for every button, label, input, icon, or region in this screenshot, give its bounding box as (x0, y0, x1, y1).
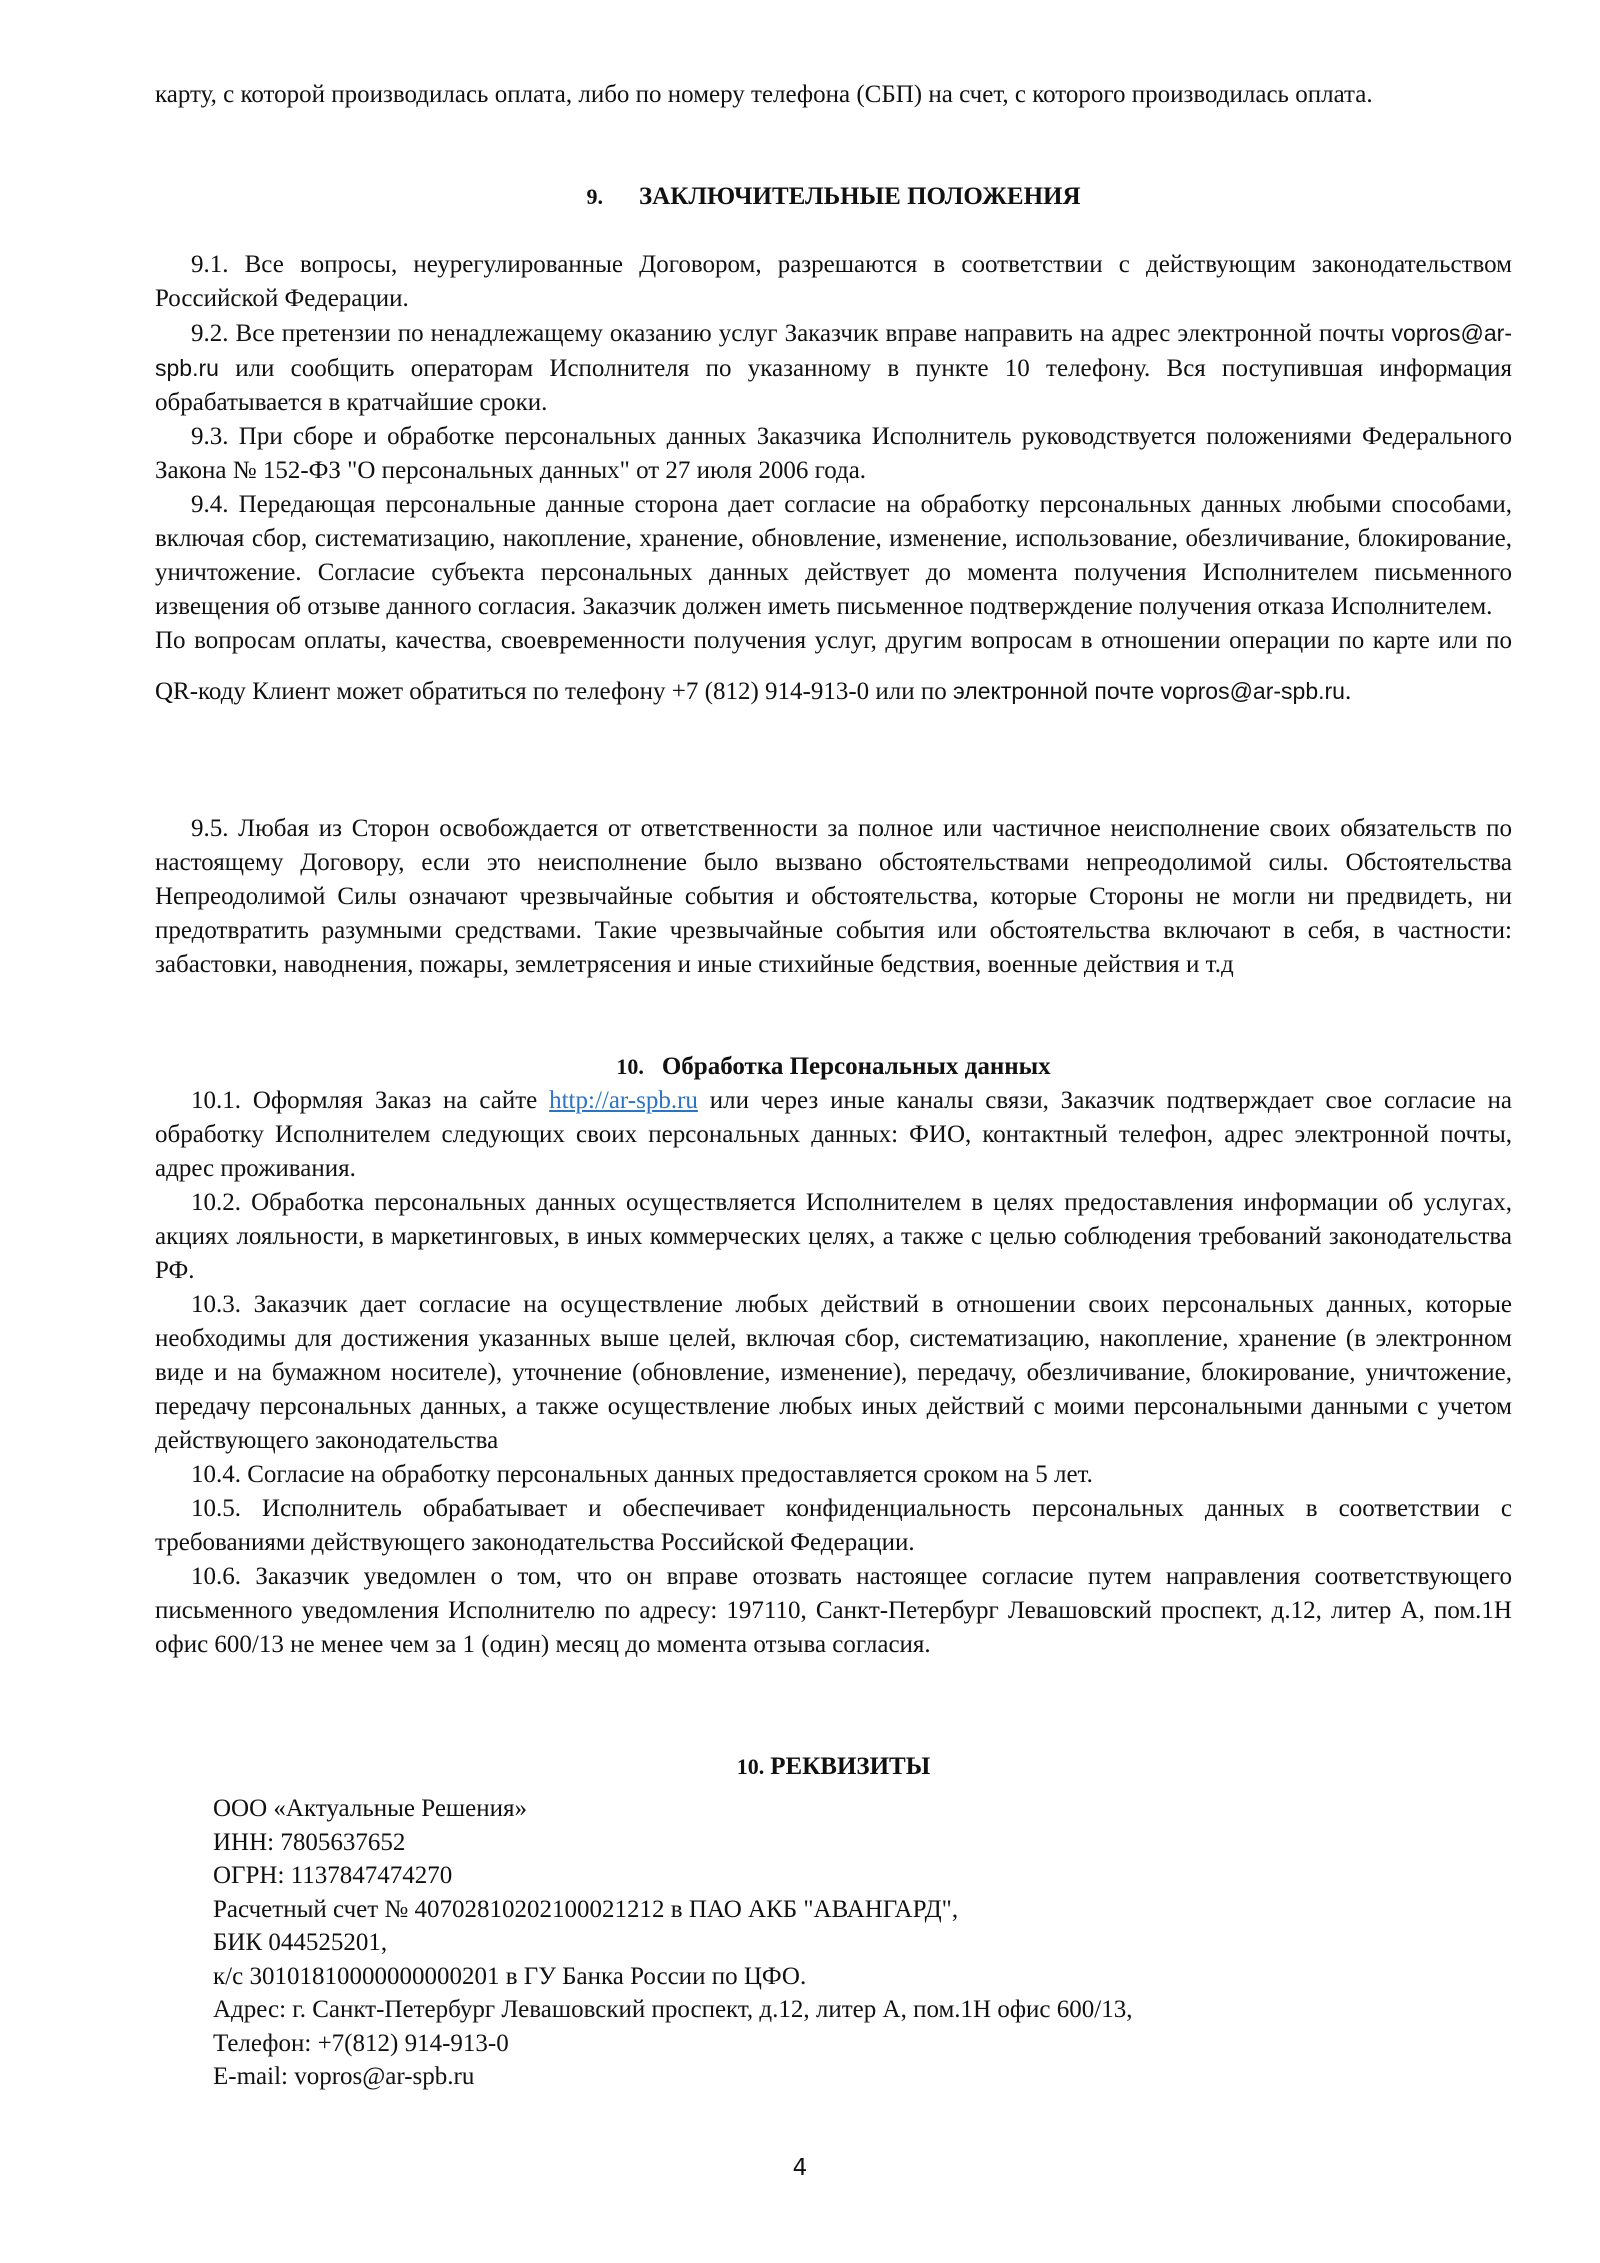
requisites-title: РЕКВИЗИТЫ (770, 1753, 931, 1780)
section-9-title: ЗАКЛЮЧИТЕЛЬНЫЕ ПОЛОЖЕНИЯ (638, 183, 1081, 210)
section-10-heading (155, 1050, 1512, 1084)
paragraph-10-3: 10.3. Заказчик дает согласие на осуществление любых действий в отношении своих персональных данных, которые необходимы для достижения указанных выше целей, включая сбор, систематизацию, накопление, хранение (в электронном виде и на бумажном носителе), уточнение (обновление, изменение), передачу, обезличивание, блокирование, уничтожение, передачу персональных данных, а также осуществление любых иных действий с моими персональными данными с учетом действующего законодательства (155, 1291, 1512, 1454)
paragraph-contact-text-a: По вопросам оплаты, качества, своевременности получения услуг, другим вопросам в отношении операции по карте или по QR-коду Клиент может обратиться по телефону +7 (812) 914-913-0 или по (155, 627, 1512, 705)
section-10-number: 10. (616, 1054, 644, 1079)
paragraph-10-1 (155, 1084, 1512, 1186)
site-link[interactable]: http://ar-spb.ru (549, 1087, 698, 1114)
section-9-body (155, 248, 1512, 717)
section-9-heading (155, 180, 1512, 214)
requisites-line: к/с 30101810000000000201 в ГУ Банка России по ЦФО. (213, 1962, 807, 1990)
requisites-line: ООО «Актуальные Решения» (213, 1795, 528, 1822)
requisites-line: ОГРН: 1137847474270 (213, 1862, 453, 1889)
requisites-list (213, 1792, 1453, 2094)
requisites-line: БИК 044525201, (213, 1929, 388, 1956)
section-9-number: 9. (586, 184, 603, 209)
paragraph-9-5: 9.5. Любая из Сторон освобождается от ответственности за полное или частичное неисполнение своих обязательств по настоящему Договору, если это неисполнение было вызвано обстоятельствами непреодолимой силы. Обстоятельства Непреодолимой Силы означают чрезвычайные события и обстоятельства, которые Стороны не могли ни предвидеть, ни предотвратить разумными средствами. Такие чрезвычайные события или обстоятельства включают в себя, в частности: забастовки, наводнения, пожары, землетрясения и иные стихийные бедствия, военные действия и т.д (155, 815, 1512, 978)
paragraph-9-2-text-b: или сообщить операторам Исполнителя по указанному в пункте 10 телефону. Вся поступившая информация обрабатывается в кратчайшие сроки. (155, 355, 1512, 416)
paragraph-10-1-text-b: или через иные каналы связи, Заказчик подтверждает свое согласие на обработку Исполнителем следующих своих персональных данных: ФИО, контактный телефон, адрес электронной почты, адрес проживания. (155, 1087, 1512, 1182)
section-10-title: Обработка Персональных данных (661, 1053, 1051, 1080)
paragraph-contact-email: электронной почте vopros@ar-spb.ru (953, 678, 1345, 704)
paragraph-9-3: 9.3. При сборе и обработке персональных данных Заказчика Исполнитель руководствуется положениями Федерального Закона № 152-ФЗ "О персональных данных" от 27 июля 2006 года. (155, 423, 1512, 484)
paragraph-10-6: 10.6. Заказчик уведомлен о том, что он вправе отозвать настоящее согласие путем направления соответствующего письменного уведомления Исполнителю по адресу: 197110, Санкт-Петербург Левашовский проспект, д.12, литер А, пом.1Н офис 600/13 не менее чем за 1 (один) месяц до момента отзыва согласия. (155, 1563, 1512, 1658)
requisites-number: 10. (736, 1754, 765, 1779)
paragraph-10-1-text-a: 10.1. Оформляя Заказ на сайте (191, 1087, 550, 1114)
paragraph-top: карту, с которой производилась оплата, либо по номеру телефона (СБП) на счет, с которого производилась оплата. (155, 81, 1373, 108)
paragraph-9-1: 9.1. Все вопросы, неурегулированные Договором, разрешаются в соответствии с действующим законодательством Российской Федерации. (155, 251, 1512, 312)
paragraph-9-4: 9.4. Передающая персональные данные сторона дает согласие на обработку персональных данных любыми способами, включая сбор, систематизацию, накопление, хранение, обновление, изменение, использование, обезличивание, блокирование, уничтожение. Согласие субъекта персональных данных действует до момента получения Исполнителем письменного извещения об отзыве данного согласия. Заказчик должен иметь письменное подтверждение получения отказа Исполнителем. (155, 491, 1512, 620)
section-10-body (155, 1084, 1512, 1662)
page-number: 4 (792, 2155, 808, 2181)
requisites-line: Телефон: +7(812) 914-913-0 (213, 2029, 509, 2057)
requisites-line: Адрес: г. Санкт-Петербург Левашовский проспект, д.12, литер А, пом.1Н офис 600/13, (213, 1996, 1133, 2023)
requisites-heading (155, 1750, 1512, 1784)
paragraph-10-4: 10.4. Согласие на обработку персональных данных предоставляется сроком на 5 лет. (191, 1461, 1093, 1488)
requisites-line: E-mail: vopros@ar-spb.ru (213, 2063, 475, 2090)
requisites-line: ИНН: 7805637652 (213, 1828, 406, 1856)
paragraph-contact-text-c: . (1344, 678, 1352, 705)
paragraph-9-2 (155, 316, 1512, 420)
paragraph-10-5: 10.5. Исполнитель обрабатывает и обеспечивает конфиденциальность персональных данных в соответствии с требованиями действующего законодательства Российской Федерации. (155, 1495, 1512, 1556)
paragraph-9-2-text-a: 9.2. Все претензии по ненадлежащему оказанию услуг Заказчик вправе направить на адрес электронной почты (191, 320, 1392, 347)
paragraph-contact (155, 616, 1512, 717)
paragraph-10-2: 10.2. Обработка персональных данных осуществляется Исполнителем в целях предоставления информации об услугах, акциях лояльности, в маркетинговых, в иных коммерческих целях, а также с целью соблюдения требований законодательства РФ. (155, 1189, 1512, 1284)
paragraph-9-2-email: vopros@ar-spb.ru (155, 320, 1512, 381)
requisites-line: Расчетный счет № 40702810202100021212 в ПАО АКБ "АВАНГАРД", (213, 1895, 959, 1923)
